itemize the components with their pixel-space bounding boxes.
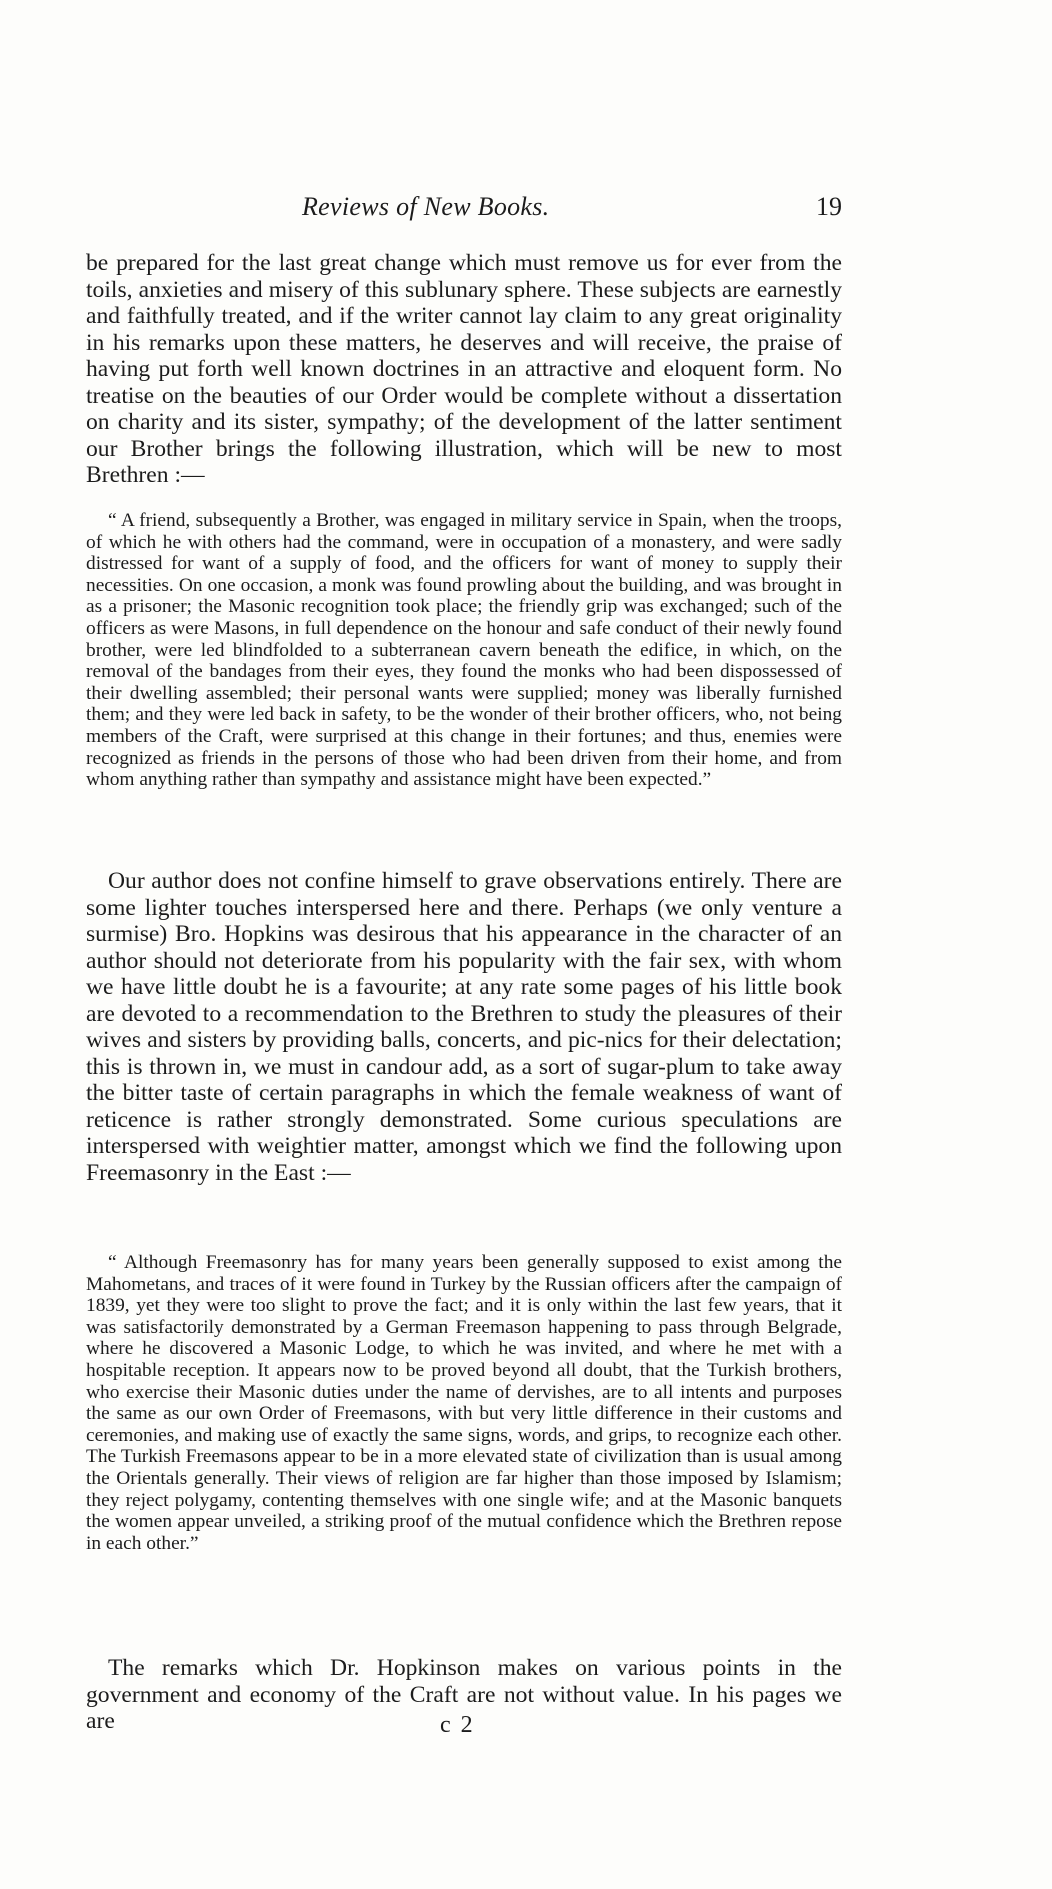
running-head — [302, 192, 842, 228]
signature-mark: c 2 — [440, 1712, 475, 1738]
block-quote-2 — [86, 1252, 842, 1554]
paragraph-2-text: Our author does not confine himself to grave observations entirely. There are some lighter touches interspersed here and there. Perhaps (we only venture a surmise) Bro. Hopkins was desirous that his appearance in the character of an author should not deteriorate from his popularity with the fair sex, with whom we have little doubt he is a favourite; at any rate some pages of his little book are devoted to a recommendation to the Brethren to study the pleasures of their wives and sisters by providing balls, concerts, and pic-nics for their delectation; this is thrown in, we must in candour add, as a sort of sugar-plum to take away the bitter taste of certain paragraphs in which the female weakness of want of reticence is rather strongly demonstrated. Some curious speculations are interspersed with weightier matter, amongst which we find the following upon Freemasonry in the East :— — [86, 868, 842, 1186]
paragraph-2 — [86, 868, 842, 1186]
paragraph-3-text: The remarks which Dr. Hopkinson makes on various points in the government and economy of the Craft are not without value. In his pages we are — [86, 1655, 842, 1734]
running-title: Reviews of New Books. — [302, 192, 550, 221]
paragraph-1 — [86, 250, 842, 489]
block-quote-2-text: “ Although Freemasonry has for many years been generally supposed to exist among the Mahometans, and traces of it were found in Turkey by the Russian officers after the campaign of 1839, yet they were too slight to prove the fact; and it is only within the last few years, that it was satisfactorily demonstrated by a German Freemason happening to pass through Belgrade, where he discovered a Masonic Lodge, to which he was invited, and where he met with a hospitable reception. It appears now to be proved beyond all doubt, that the Turkish brothers, who exercise their Masonic duties under the name of dervishes, are to all intents and purposes the same as our own Order of Freemasons, with but very little difference in their customs and ceremonies, and making use of exactly the same signs, words, and grips, to recognize each other. The Turkish Freemasons appear to be in a more elevated state of civilization than is usual among the Orientals generally. Their views of religion are far higher than those imposed by Islamism; they reject polygamy, contenting themselves with one single wife; and at the Masonic banquets the women appear unveiled, a striking proof of the mutual confidence which the Brethren repose in each other.” — [86, 1252, 842, 1554]
block-quote-1-text: “ A friend, subsequently a Brother, was engaged in military service in Spain, when the troops, of which he with others had the command, were in occupation of a monastery, and were sadly distressed for want of a supply of food, and the officers for want of money to supply their necessities. On one occasion, a monk was found prowling about the building, and was brought in as a prisoner; the Masonic recognition took place; the friendly grip was exchanged; such of the officers as were Masons, in full dependence on the honour and safe conduct of their newly found brother, were led blindfolded to a subterranean cavern beneath the edifice, in which, on the removal of the bandages from their eyes, they found the monks who had been dispossessed of their dwelling assembled; their personal wants were supplied; money was liberally furnished them; and they were led back in safety, to be the wonder of their brother officers, who, not being members of the Craft, were surprised at this change in their fortunes; and thus, enemies were recognized as friends in the persons of those who had been driven from their home, and from whom anything rather than sympathy and assistance might have been expected.” — [86, 510, 842, 791]
paragraph-1-text: be prepared for the last great change which must remove us for ever from the toils, anxieties and misery of this sublunary sphere. These subjects are earnestly and faithfully treated, and if the writer cannot lay claim to any great originality in his remarks upon these matters, he deserves and will receive, the praise of having put forth well known doctrines in an attractive and eloquent form. No treatise on the beauties of our Order would be complete without a dissertation on charity and its sister, sympathy; of the development of the latter sentiment our Brother brings the following illustration, which will be new to most Brethren :— — [86, 250, 842, 488]
block-quote-1 — [86, 510, 842, 791]
page-number: 19 — [816, 192, 842, 221]
